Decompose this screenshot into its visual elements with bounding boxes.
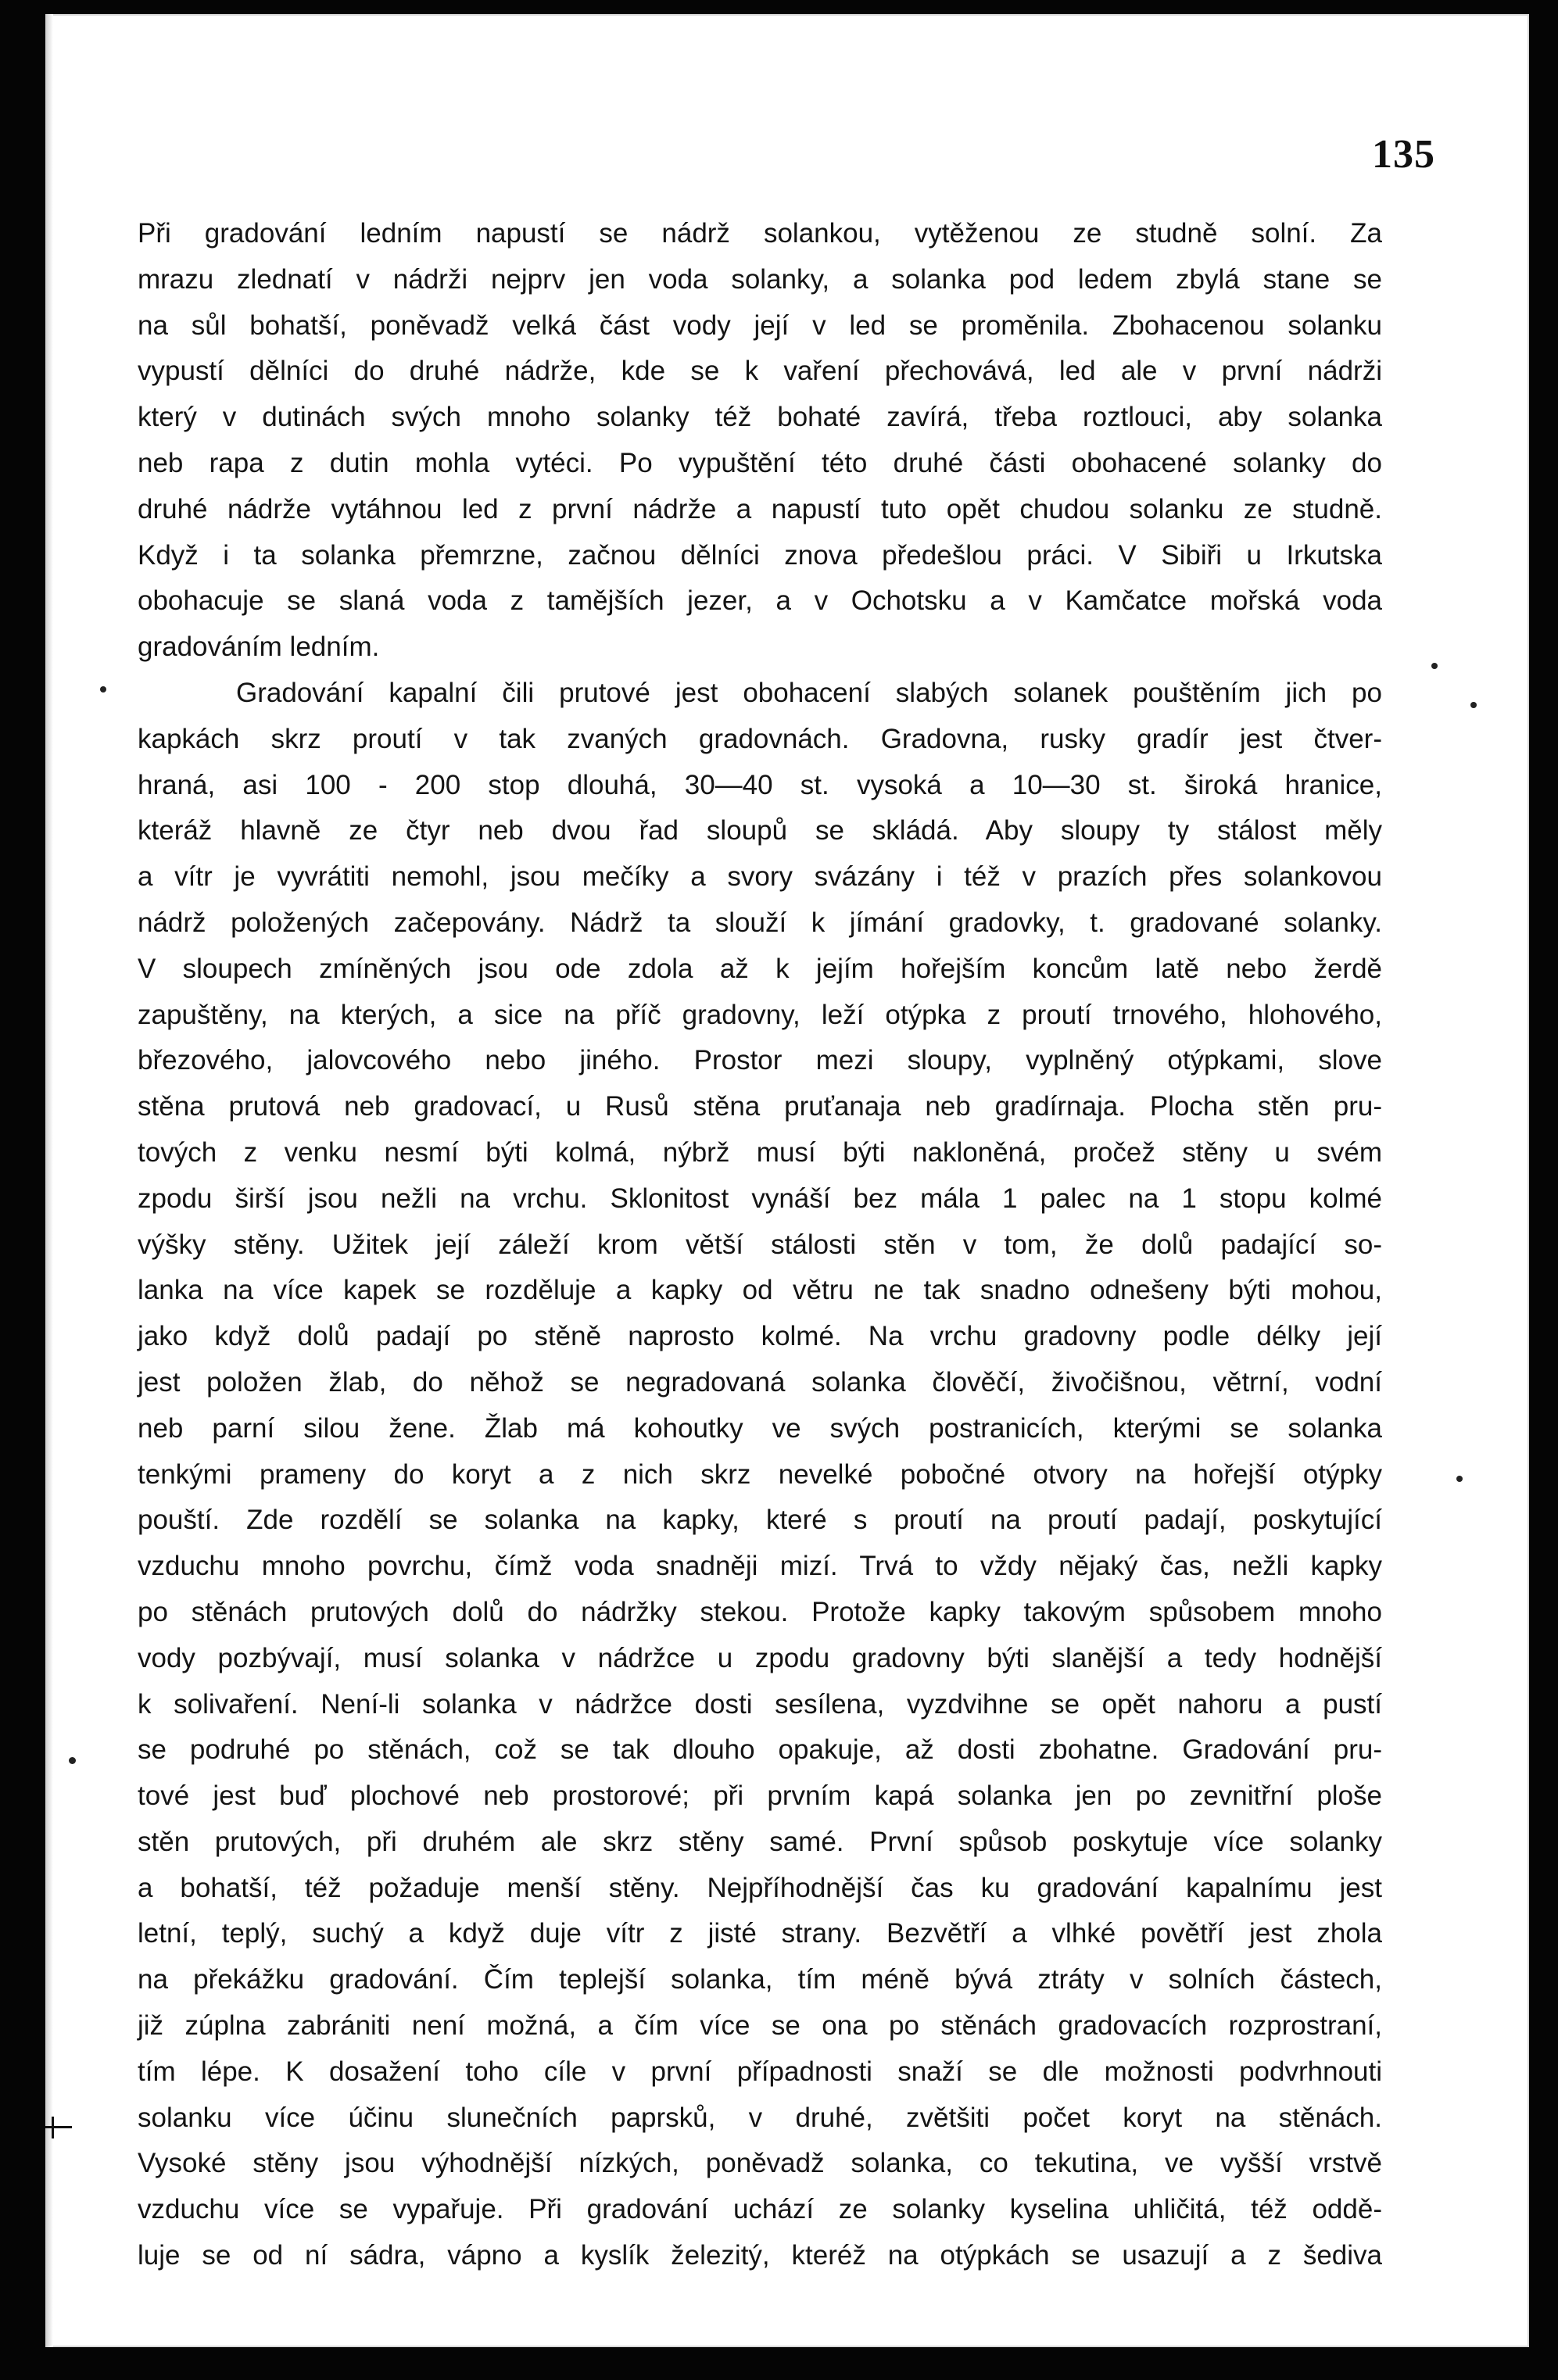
text-line: vypustí dělníci do druhé nádrže, kde se k vaření přechovává, led ale v první nádrži (138, 356, 1382, 387)
text-line: který v dutinách svých mnoho solanky též bohaté zavírá, třeba roztlouci, aby solanka (138, 402, 1382, 433)
text-line: neb parní silou žene. Žlab má kohoutky ve svých postranicích, kterými se solanka (138, 1412, 1382, 1444)
text-line: pouští. Zde rozdělí se solanka na kapky, které s proutí na proutí padají, poskytující (138, 1505, 1382, 1536)
text-line: vzduchu mnoho povrchu, čímž voda snadněji mizí. Trvá to vždy nějaký čas, nežli kapky (138, 1551, 1382, 1582)
scan-speck (1456, 1476, 1463, 1482)
text-line: stěna prutová neb gradovací, u Rusů stěna pruťanaja neb gradírnaja. Plocha stěn pru- (138, 1091, 1382, 1122)
text-line: jako když dolů padají po stěně naprosto kolmé. Na vrchu gradovny podle délky její (138, 1321, 1382, 1352)
text-line: letní, teplý, suchý a když duje vítr z jisté strany. Bezvětří a vlhké povětří jest zhola (138, 1918, 1382, 1949)
scan-speck (1431, 663, 1438, 669)
text-line: hraná, asi 100 - 200 stop dlouhá, 30—40 st. vysoká a 10—30 st. široká hranice, (138, 769, 1382, 800)
text-line: V sloupech zmíněných jsou ode zdola až k jejím hořejším koncům latě nebo žerdě (138, 953, 1382, 984)
text-line: na sůl bohatší, poněvadž velká část vody její v led se proměnila. Zbohacenou solanku (138, 310, 1382, 341)
margin-tick-mark (52, 2117, 54, 2138)
text-line: vody pozbývají, musí solanka v nádržce u zpodu gradovny býti slanější a tedy hodnější (138, 1642, 1382, 1673)
body-text (138, 211, 1382, 2279)
text-line: druhé nádrže vytáhnou led z první nádrže a napustí tuto opět chudou solanku ze studně. (138, 493, 1382, 524)
text-line: zapuštěny, na kterých, a sice na příč gradovny, leží otýpka z proutí trnového, hlohového, (138, 999, 1382, 1030)
text-line: zpodu širší jsou nežli na vrchu. Sklonitost vynáší bez mála 1 palec na 1 stopu kolmé (138, 1183, 1382, 1214)
text-line: k solivaření. Není-li solanka v nádržce dosti sesílena, vyzdvihne se opět nahoru a pustí (138, 1688, 1382, 1720)
text-line: Když i ta solanka přemrzne, začnou dělníci znova předešlou práci. V Sibiři u Irkutska (138, 539, 1382, 571)
text-line: jest položen žlab, do něhož se negradovaná solanka člověčí, živočišnou, větrní, vodní (138, 1366, 1382, 1398)
text-line: Při gradování ledním napustí se nádrž solankou, vytěženou ze studně solní. Za (138, 218, 1382, 249)
text-line: tové jest buď plochové neb prostorové; při prvním kapá solanka jen po zevnitřní ploše (138, 1781, 1382, 1812)
text-line: Vysoké stěny jsou výhodnější nízkých, poněvadž solanka, co tekutina, ve vyšší vrstvě (138, 2148, 1382, 2179)
text-line: po stěnách prutových dolů do nádržky stekou. Protože kapky takovým spůsobem mnoho (138, 1596, 1382, 1627)
scan-speck (1470, 702, 1477, 708)
text-line: výšky stěny. Užitek její záleží krom větší stálosti stěn v tom, že dolů padající so- (138, 1229, 1382, 1260)
text-line: a vítr je vyvrátiti nemohl, jsou mečíky a svory svázány i též v prazích přes solankovou (138, 861, 1382, 893)
text-line: a bohatší, též požaduje menší stěny. Nejpříhodnější čas ku gradování kapalnímu jest (138, 1872, 1382, 1903)
text-line: gradováním ledním. (138, 632, 380, 663)
text-line: tových z venku nesmí býti kolmá, nýbrž musí býti nakloněná, pročež stěny u svém (138, 1136, 1382, 1168)
text-line: se podruhé po stěnách, což se tak dlouho opakuje, až dosti zbohatne. Gradování pru- (138, 1734, 1382, 1766)
text-line: tenkými prameny do koryt a z nich skrz nevelké pobočné otvory na hořejší otýpky (138, 1458, 1382, 1490)
text-line: neb rapa z dutin mohla vytéci. Po vypuštění této druhé části obohacené solanky do (138, 447, 1382, 478)
scan-speck (69, 1757, 76, 1764)
text-line: vzduchu více se vypařuje. Při gradování uchází ze solanky kyselina uhličitá, též oddě- (138, 2194, 1382, 2225)
page-number: 135 (1372, 132, 1435, 177)
text-line: obohacuje se slaná voda z tamějších jezer, a v Ochotsku a v Kamčatce mořská voda (138, 585, 1382, 617)
text-line: lanka na více kapek se rozděluje a kapky od větru ne tak snadno odnešeny býti mohou, (138, 1275, 1382, 1306)
text-line: nádrž položených začepovány. Nádrž ta slouží k jímání gradovky, t. gradované solanky. (138, 907, 1382, 938)
text-line: již zúplna zabrániti není možná, a čím více se ona po stěnách gradovacích rozprostraní, (138, 2010, 1382, 2042)
scan-speck (100, 686, 106, 693)
text-line: kapkách skrz proutí v tak zvaných gradovnách. Gradovna, rusky gradír jest čtver- (138, 723, 1382, 754)
page-edge-shadow (45, 14, 53, 2347)
text-line: březového, jalovcového nebo jiného. Prostor mezi sloupy, vyplněný otýpkami, slove (138, 1045, 1382, 1076)
text-line: na překážku gradování. Čím teplejší solanka, tím méně bývá ztráty v solních částech, (138, 1964, 1382, 1995)
book-page (45, 14, 1529, 2347)
text-line: mrazu zlednatí v nádrži nejprv jen voda solanky, a solanka pod ledem zbylá stane se (138, 263, 1382, 295)
text-line: kteráž hlavně ze čtyr neb dvou řad sloupů se skládá. Aby sloupy ty stálost měly (138, 815, 1382, 846)
text-line: solanku více účinu slunečních paprsků, v druhé, zvětšiti počet koryt na stěnách. (138, 2102, 1382, 2133)
text-line: tím lépe. K dosažení toho cíle v první případnosti snaží se dle možnosti podvrhnouti (138, 2056, 1382, 2087)
text-line: luje se od ní sádra, vápno a kyslík železitý, kteréž na otýpkách se usazují a z šediva (138, 2240, 1382, 2271)
text-line: stěn prutových, při druhém ale skrz stěny samé. První spůsob poskytuje více solanky (138, 1826, 1382, 1857)
margin-tick-mark (45, 2126, 72, 2128)
paragraph-start-line: Gradování kapalní čili prutové jest obohacení slabých solanek pouštěním jich po (236, 677, 1382, 708)
